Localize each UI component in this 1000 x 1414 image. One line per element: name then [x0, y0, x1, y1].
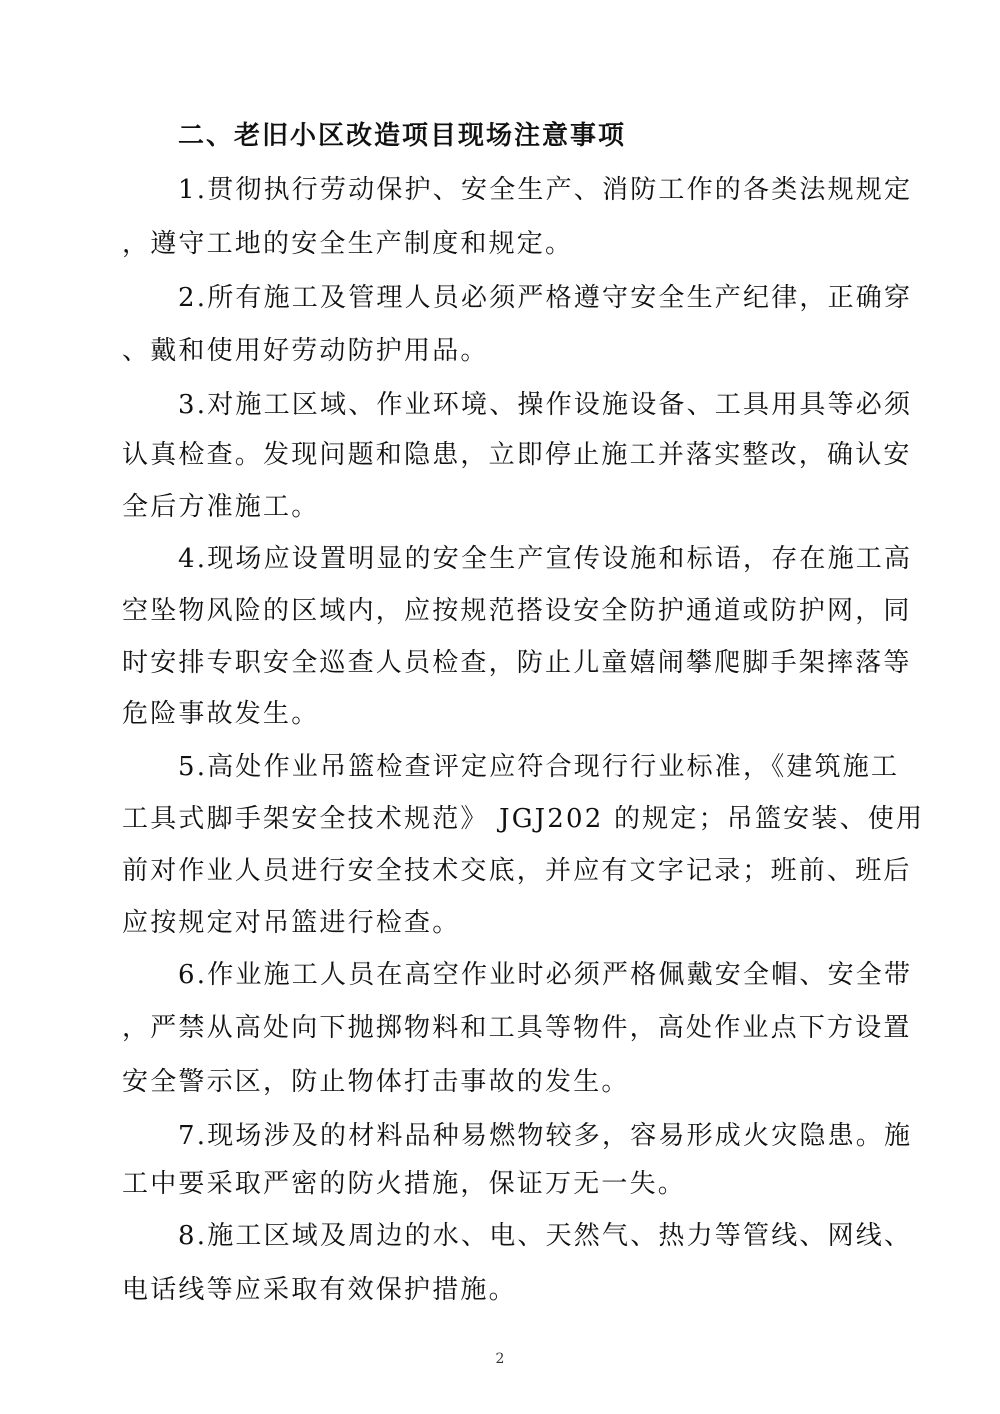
paragraph-5-line-1: 5.高处作业吊篮检查评定应符合现行行业标准，《建筑施工: [178, 752, 900, 782]
paragraph-3-line-3: 全后方准施工。: [122, 492, 320, 522]
paragraph-5-line-2: 工具式脚手架安全技术规范》 JGJ202 的规定；吊篮安装、使用: [122, 804, 925, 834]
paragraph-1-line-2: ，遵守工地的安全生产制度和规定。: [122, 229, 574, 259]
paragraph-6-line-2: ，严禁从高处向下抛掷物料和工具等物件，高处作业点下方设置: [122, 1013, 912, 1043]
paragraph-8-line-2: 电话线等应采取有效保护措施。: [122, 1275, 517, 1305]
paragraph-5-line-4: 应按规定对吊篮进行检查。: [122, 908, 461, 938]
paragraph-4-line-1: 4.现场应设置明显的安全生产宣传设施和标语，存在施工高: [178, 544, 913, 574]
paragraph-4-line-4: 危险事故发生。: [122, 699, 320, 729]
paragraph-7-line-2: 工中要采取严密的防火措施，保证万无一失。: [122, 1169, 687, 1199]
section-heading: 二、老旧小区改造项目现场注意事项: [178, 121, 627, 151]
paragraph-4-line-3: 时安排专职安全巡查人员检查，防止儿童嬉闹攀爬脚手架摔落等: [122, 648, 912, 678]
paragraph-6-line-3: 安全警示区，防止物体打击事故的发生。: [122, 1067, 630, 1097]
paragraph-2-line-1: 2.所有施工及管理人员必须严格遵守安全生产纪律，正确穿: [178, 283, 913, 313]
paragraph-1-line-1: 1.贯彻执行劳动保护、安全生产、消防工作的各类法规规定: [178, 175, 913, 205]
paragraph-7-line-1: 7.现场涉及的材料品种易燃物较多，容易形成火灾隐患。施: [178, 1121, 913, 1151]
paragraph-6-line-1: 6.作业施工人员在高空作业时必须严格佩戴安全帽、安全带: [178, 960, 913, 990]
paragraph-4-line-2: 空坠物风险的区域内，应按规范搭设安全防护通道或防护网，同: [122, 596, 912, 626]
paragraph-3-line-1: 3.对施工区域、作业环境、操作设施设备、工具用具等必须: [178, 390, 913, 420]
paragraph-3-line-2: 认真检查。发现问题和隐患，立即停止施工并落实整改，确认安: [122, 440, 912, 470]
paragraph-8-line-1: 8.施工区域及周边的水、电、天然气、热力等管线、网线、: [178, 1221, 913, 1251]
paragraph-5-line-3: 前对作业人员进行安全技术交底，并应有文字记录；班前、班后: [122, 856, 912, 886]
page-number: 2: [495, 1351, 505, 1367]
paragraph-2-line-2: 、戴和使用好劳动防护用品。: [122, 336, 489, 366]
